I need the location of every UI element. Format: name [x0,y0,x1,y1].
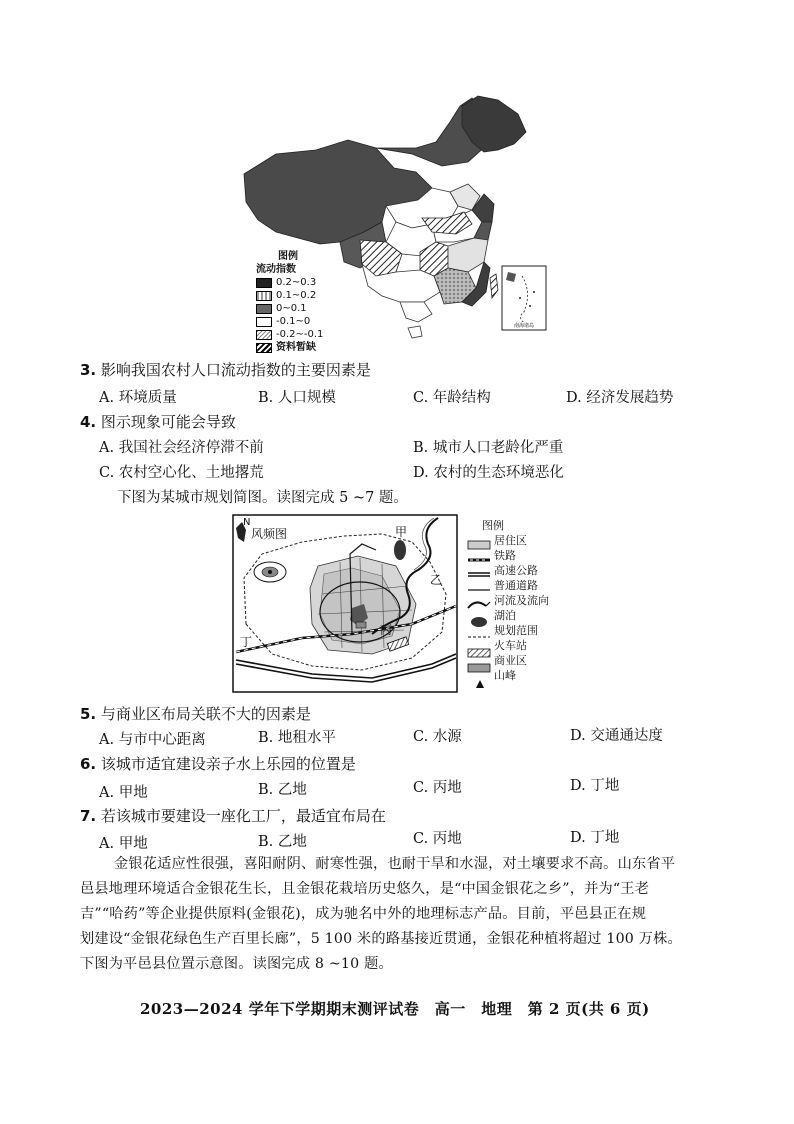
option-b: B. 人口规模 [258,390,336,406]
legend-row [256,289,366,302]
legend-label: 居住区 [494,534,527,547]
option-a: A. 甲地 [99,785,148,801]
legend-label: 规划范围 [494,624,538,637]
option-d: D. 丁地 [570,778,620,794]
option-b: B. 乙地 [258,834,307,850]
legend-label: 高速公路 [494,564,538,577]
wind-rose-label: 风频图 [251,527,288,541]
option-a: A. 我国社会经济停滞不前 [99,440,264,456]
swatch-dark [256,278,272,288]
question-3 [80,360,371,380]
inset-label: 南海诸岛 [513,323,535,329]
map2-legend [482,518,549,683]
population-flow-map [236,92,558,354]
question-7 [80,806,386,826]
option-c: C. 丙地 [413,780,462,796]
legend-row [256,315,366,328]
legend-label: -0.2~-0.1 [276,329,324,340]
place-yi: 乙 [430,573,443,587]
legend-label: 普通道路 [494,579,538,592]
swatch-gray [256,304,272,314]
legend-row [256,341,366,354]
option-c: C. 农村空心化、土地撂荒 [99,465,264,481]
passage-line: 邑县地理环境适合金银花生长，且金银花栽培历史悠久，是“中国金银花之乡”，并为“王老 [80,881,650,897]
place-bing: 丙 [380,623,393,637]
place-jia: 甲 [395,525,408,539]
question-6 [80,754,356,774]
option-a: A. 甲地 [99,836,148,852]
legend-label: 火车站 [494,639,527,652]
map2-legend-title: 图例 [482,519,504,532]
question-stem: 与商业区布局关联不大的因素是 [100,705,311,723]
map1-legend-title: 图例 [278,251,298,262]
question-number: 6. [80,755,97,773]
legend-label: 河流及流向 [494,594,549,607]
question-stem: 图示现象可能会导致 [100,413,236,431]
legend-label: 山峰 [494,669,516,682]
option-d: D. 丁地 [570,830,620,846]
swatch-white [256,317,272,327]
legend-label: -0.1~0 [276,316,311,327]
question-number: 3. [80,361,97,379]
passage-line: 下图为平邑县位置示意图。读图完成 8 ~10 题。 [80,956,393,972]
place-ding: 丁 [240,635,253,649]
swatch-hatch [256,343,272,353]
option-d: D. 经济发展趋势 [566,390,674,406]
legend-label: 商业区 [494,654,527,667]
passage-line: 吉”“哈药”等企业提供原料(金银花)，成为驰名中外的地理标志产品。目前，平邑县正在规 [80,906,647,922]
legend-row [256,328,366,341]
legend-label: 0.2~0.3 [276,277,317,288]
option-d: D. 农村的生态环境恶化 [413,465,564,481]
page-footer: 2023—2024 学年下学期期末测评试卷 高一 地理 第 2 页(共 6 页) [140,1000,650,1018]
intro-5-7: 下图为某城市规划简图。读图完成 5 ~7 题。 [117,490,408,506]
passage-line: 金银花适应性很强，喜阳耐阴、耐寒性强，也耐干旱和水湿，对土壤要求不高。山东省平 [114,856,676,872]
option-b: B. 城市人口老龄化严重 [413,440,564,456]
question-number: 4. [80,413,97,431]
option-b: B. 乙地 [258,782,307,798]
map1-legend-subtitle: 流动指数 [256,264,296,275]
option-d: D. 交通通达度 [570,728,663,744]
question-stem: 影响我国农村人口流动指数的主要因素是 [100,361,371,379]
passage-line: 划建设“金银花绿色生产百里长廊”，5 100 米的路基接近贯通，金银花种植将超过 100 万株。 [80,931,682,947]
legend-label: 铁路 [494,549,516,562]
legend-label: 资料暂缺 [276,342,316,353]
legend-row [256,302,366,315]
question-number: 5. [80,705,97,723]
legend-label: 湖泊 [494,609,516,622]
question-number: 7. [80,807,97,825]
option-c: C. 年龄结构 [413,390,491,406]
passage [80,852,720,977]
question-stem: 该城市适宜建设亲子水上乐园的位置是 [100,755,356,773]
question-4 [80,412,236,432]
legend-label: 0~0.1 [276,303,307,314]
option-a: A. 与市中心距离 [99,732,206,748]
map1-legend [256,250,366,354]
swatch-light-hatch [256,330,272,340]
legend-label: 0.1~0.2 [276,290,317,301]
city-plan-map [232,514,568,694]
swatch-dotted [256,291,272,301]
legend-row [256,276,366,289]
option-b: B. 地租水平 [258,730,336,746]
option-c: C. 丙地 [413,831,462,847]
option-c: C. 水源 [413,729,462,745]
question-stem: 若该城市要建设一座化工厂，最适宜布局在 [100,807,386,825]
question-5 [80,704,311,724]
option-a: A. 环境质量 [99,390,177,406]
north-label: N [243,517,251,528]
